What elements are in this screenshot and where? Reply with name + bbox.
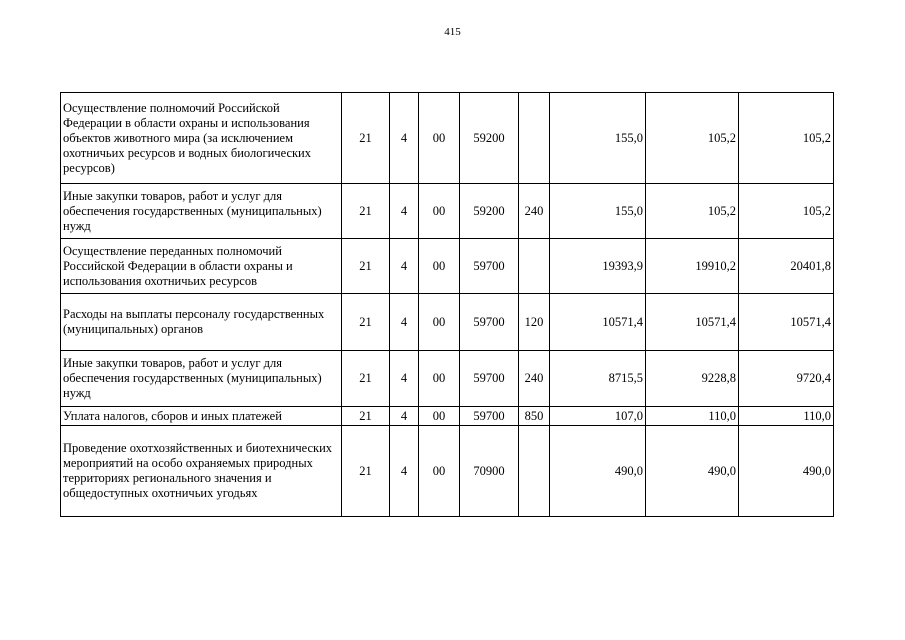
row-value-2: 105,2 — [646, 93, 739, 184]
row-code-3: 00 — [419, 407, 460, 426]
row-code-4: 59700 — [460, 407, 519, 426]
table-row — [61, 407, 834, 426]
row-value-3: 9720,4 — [739, 351, 834, 407]
row-code-3: 00 — [419, 351, 460, 407]
row-value-1: 490,0 — [550, 426, 646, 517]
row-name: Осуществление переданных полномочий Российской Федерации в области охраны и использования охотничьих ресурсов — [61, 239, 342, 294]
row-name: Иные закупки товаров, работ и услуг для обеспечения государственных (муниципальных) нужд — [61, 184, 342, 239]
table-row — [61, 351, 834, 407]
row-value-1: 107,0 — [550, 407, 646, 426]
row-code-5: 850 — [519, 407, 550, 426]
row-code-5 — [519, 239, 550, 294]
row-value-2: 9228,8 — [646, 351, 739, 407]
budget-table — [60, 92, 834, 517]
row-code-1: 21 — [342, 351, 390, 407]
row-code-4: 59700 — [460, 239, 519, 294]
row-code-1: 21 — [342, 184, 390, 239]
row-code-3: 00 — [419, 426, 460, 517]
row-code-5: 240 — [519, 184, 550, 239]
row-code-4: 59200 — [460, 93, 519, 184]
row-name: Осуществление полномочий Российской Федерации в области охраны и использования объектов животного мира (за исключением охотничьих ресурсов и водных биологических ресурсов) — [61, 93, 342, 184]
row-value-1: 8715,5 — [550, 351, 646, 407]
table-row — [61, 294, 834, 351]
page-number: 415 — [444, 26, 461, 38]
table-row — [61, 93, 834, 184]
row-value-2: 110,0 — [646, 407, 739, 426]
table-row — [61, 184, 834, 239]
row-code-3: 00 — [419, 184, 460, 239]
row-value-2: 490,0 — [646, 426, 739, 517]
row-code-3: 00 — [419, 294, 460, 351]
row-code-1: 21 — [342, 294, 390, 351]
row-value-2: 19910,2 — [646, 239, 739, 294]
row-code-5 — [519, 93, 550, 184]
row-value-3: 10571,4 — [739, 294, 834, 351]
row-value-3: 20401,8 — [739, 239, 834, 294]
row-code-1: 21 — [342, 426, 390, 517]
table-row — [61, 239, 834, 294]
row-code-5: 120 — [519, 294, 550, 351]
row-code-1: 21 — [342, 407, 390, 426]
row-code-2: 4 — [390, 239, 419, 294]
row-code-2: 4 — [390, 294, 419, 351]
row-code-4: 59200 — [460, 184, 519, 239]
row-code-1: 21 — [342, 93, 390, 184]
row-code-2: 4 — [390, 407, 419, 426]
row-name: Иные закупки товаров, работ и услуг для обеспечения государственных (муниципальных) нужд — [61, 351, 342, 407]
row-code-2: 4 — [390, 426, 419, 517]
row-code-5 — [519, 426, 550, 517]
row-name: Уплата налогов, сборов и иных платежей — [61, 407, 342, 426]
row-code-2: 4 — [390, 184, 419, 239]
row-value-1: 155,0 — [550, 184, 646, 239]
row-value-3: 490,0 — [739, 426, 834, 517]
row-code-5: 240 — [519, 351, 550, 407]
row-value-1: 155,0 — [550, 93, 646, 184]
row-code-2: 4 — [390, 93, 419, 184]
row-value-2: 10571,4 — [646, 294, 739, 351]
row-name: Проведение охотхозяйственных и биотехнических мероприятий на особо охраняемых природных территориях регионального значения и общедоступных охотничьих угодьях — [61, 426, 342, 517]
table-row — [61, 426, 834, 517]
row-code-1: 21 — [342, 239, 390, 294]
row-code-3: 00 — [419, 93, 460, 184]
row-code-4: 59700 — [460, 351, 519, 407]
row-value-3: 105,2 — [739, 184, 834, 239]
row-code-2: 4 — [390, 351, 419, 407]
row-code-3: 00 — [419, 239, 460, 294]
row-name: Расходы на выплаты персоналу государственных (муниципальных) органов — [61, 294, 342, 351]
row-code-4: 70900 — [460, 426, 519, 517]
row-code-4: 59700 — [460, 294, 519, 351]
row-value-3: 110,0 — [739, 407, 834, 426]
row-value-1: 10571,4 — [550, 294, 646, 351]
row-value-3: 105,2 — [739, 93, 834, 184]
row-value-2: 105,2 — [646, 184, 739, 239]
row-value-1: 19393,9 — [550, 239, 646, 294]
